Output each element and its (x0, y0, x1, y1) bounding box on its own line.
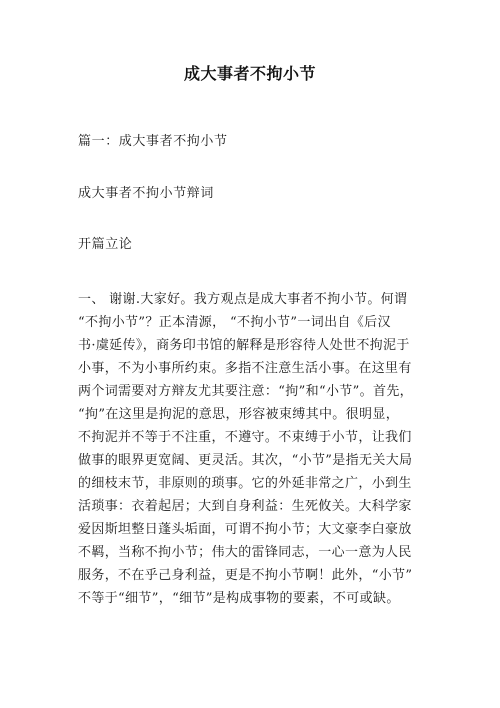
document-title: 成大事者不拘小节 (183, 64, 316, 83)
section-heading: 篇一：成大事者不拘小节 (78, 134, 228, 149)
paragraph-line: 爱因斯坦整日蓬头垢面，可谓不拘小节；大文豪李白豪放 (78, 522, 412, 537)
paragraph-line: 不等于“细节”，“细节”是构成事物的要素，不可或缺。 (78, 591, 400, 606)
paragraph-line: 不拘泥并不等于不注重，不遵守。不束缚于小节，让我们 (78, 430, 412, 445)
paragraph-line: “拘”在这里是拘泥的意思，形容被束缚其中。很明显， (78, 407, 400, 422)
paragraph-line: 一、 谢谢.大家好。我方观点是成大事者不拘小节。何谓 (78, 292, 408, 307)
paragraph-line: 书·虞延传》，商务印书馆的解释是形容待人处世不拘泥于 (78, 338, 410, 353)
paragraph-line: 服务，不在乎己身利益，更是不拘小节啊！此外，“小节” (78, 568, 413, 583)
paragraph-line: “不拘小节”？正本清源， “不拘小节”一词出自《后汉 (78, 315, 391, 330)
paragraph-line: 活琐事：衣着起居；大到自身利益：生死攸关。大科学家 (78, 499, 412, 514)
body-paragraph (78, 288, 438, 610)
paragraph-line: 小事，不为小事所约束。多指不注意生活小事。在这里有 (78, 361, 412, 376)
paragraph-line: 的细枝末节，非原则的琐事。它的外延非常之广，小到生 (78, 476, 412, 491)
paragraph-line: 两个词需要对方辩友尤其要注意：“拘”和“小节”。首先， (78, 384, 414, 399)
paragraph-line: 做事的眼界更宽阔、更灵活。其次，“小节”是指无关大局 (78, 453, 413, 468)
paragraph-line: 不羁，当称不拘小节；伟大的雷锋同志，一心一意为人民 (78, 545, 412, 560)
document-subtitle: 成大事者不拘小节辩词 (78, 186, 215, 201)
opening-heading: 开篇立论 (78, 237, 133, 252)
